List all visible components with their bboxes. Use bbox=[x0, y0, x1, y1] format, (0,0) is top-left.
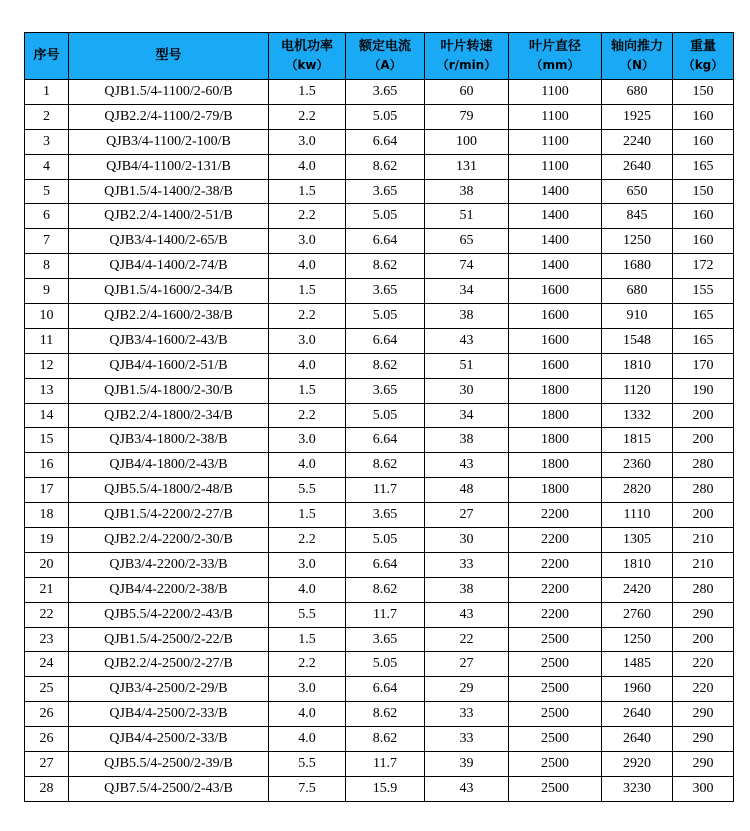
cell-col-index: 27 bbox=[25, 752, 69, 777]
cell-col-model: QJB3/4-2200/2-33/B bbox=[69, 552, 269, 577]
cell-col-power: 4.0 bbox=[269, 254, 346, 279]
header-label: 重量 bbox=[689, 39, 716, 54]
cell-col-index: 25 bbox=[25, 677, 69, 702]
header-unit: （kg） bbox=[682, 58, 724, 72]
cell-col-diameter: 1400 bbox=[509, 254, 602, 279]
table-row bbox=[25, 602, 734, 627]
cell-col-power: 4.0 bbox=[269, 453, 346, 478]
cell-col-power: 2.2 bbox=[269, 652, 346, 677]
table-row bbox=[25, 727, 734, 752]
cell-col-speed: 43 bbox=[425, 328, 509, 353]
cell-col-thrust: 650 bbox=[602, 179, 673, 204]
cell-col-speed: 65 bbox=[425, 229, 509, 254]
cell-col-model: QJB2.2/4-2500/2-27/B bbox=[69, 652, 269, 677]
cell-col-thrust: 1548 bbox=[602, 328, 673, 353]
cell-col-weight: 165 bbox=[673, 154, 734, 179]
cell-col-power: 2.2 bbox=[269, 104, 346, 129]
cell-col-diameter: 2200 bbox=[509, 577, 602, 602]
cell-col-diameter: 2500 bbox=[509, 677, 602, 702]
cell-col-diameter: 1600 bbox=[509, 279, 602, 304]
cell-col-speed: 43 bbox=[425, 776, 509, 801]
cell-col-power: 3.0 bbox=[269, 229, 346, 254]
cell-col-thrust: 1250 bbox=[602, 229, 673, 254]
cell-col-weight: 170 bbox=[673, 353, 734, 378]
cell-col-power: 2.2 bbox=[269, 528, 346, 553]
table-row bbox=[25, 577, 734, 602]
cell-col-speed: 33 bbox=[425, 702, 509, 727]
cell-col-model: QJB1.5/4-1400/2-38/B bbox=[69, 179, 269, 204]
pump-spec-table bbox=[24, 32, 734, 802]
cell-col-speed: 34 bbox=[425, 279, 509, 304]
cell-col-model: QJB4/4-1800/2-43/B bbox=[69, 453, 269, 478]
header-label: 叶片直径 bbox=[528, 39, 581, 54]
cell-col-weight: 160 bbox=[673, 104, 734, 129]
cell-col-power: 5.5 bbox=[269, 752, 346, 777]
cell-col-model: QJB4/4-1400/2-74/B bbox=[69, 254, 269, 279]
cell-col-power: 2.2 bbox=[269, 204, 346, 229]
cell-col-weight: 200 bbox=[673, 503, 734, 528]
cell-col-thrust: 1305 bbox=[602, 528, 673, 553]
cell-col-diameter: 2500 bbox=[509, 702, 602, 727]
cell-col-power: 4.0 bbox=[269, 154, 346, 179]
table-row bbox=[25, 80, 734, 105]
cell-col-current: 5.05 bbox=[346, 403, 425, 428]
cell-col-model: QJB5.5/4-2500/2-39/B bbox=[69, 752, 269, 777]
cell-col-power: 1.5 bbox=[269, 80, 346, 105]
cell-col-current: 6.64 bbox=[346, 677, 425, 702]
cell-col-model: QJB2.2/4-1600/2-38/B bbox=[69, 304, 269, 329]
table-row bbox=[25, 104, 734, 129]
cell-col-weight: 290 bbox=[673, 727, 734, 752]
cell-col-current: 5.05 bbox=[346, 528, 425, 553]
cell-col-weight: 300 bbox=[673, 776, 734, 801]
cell-col-diameter: 1800 bbox=[509, 403, 602, 428]
cell-col-model: QJB2.2/4-1800/2-34/B bbox=[69, 403, 269, 428]
cell-col-weight: 155 bbox=[673, 279, 734, 304]
cell-col-thrust: 1680 bbox=[602, 254, 673, 279]
cell-col-index: 3 bbox=[25, 129, 69, 154]
cell-col-model: QJB4/4-2200/2-38/B bbox=[69, 577, 269, 602]
header-col-current bbox=[346, 33, 425, 80]
spec-table-container bbox=[24, 32, 734, 802]
cell-col-power: 1.5 bbox=[269, 179, 346, 204]
cell-col-weight: 150 bbox=[673, 179, 734, 204]
cell-col-weight: 165 bbox=[673, 304, 734, 329]
cell-col-index: 4 bbox=[25, 154, 69, 179]
cell-col-speed: 29 bbox=[425, 677, 509, 702]
cell-col-model: QJB3/4-1800/2-38/B bbox=[69, 428, 269, 453]
cell-col-thrust: 1332 bbox=[602, 403, 673, 428]
header-col-model bbox=[69, 33, 269, 80]
cell-col-current: 6.64 bbox=[346, 229, 425, 254]
table-row bbox=[25, 328, 734, 353]
cell-col-power: 2.2 bbox=[269, 304, 346, 329]
cell-col-model: QJB1.5/4-2200/2-27/B bbox=[69, 503, 269, 528]
cell-col-model: QJB5.5/4-1800/2-48/B bbox=[69, 478, 269, 503]
cell-col-model: QJB4/4-1100/2-131/B bbox=[69, 154, 269, 179]
cell-col-current: 3.65 bbox=[346, 378, 425, 403]
cell-col-weight: 160 bbox=[673, 129, 734, 154]
cell-col-diameter: 1400 bbox=[509, 179, 602, 204]
cell-col-index: 20 bbox=[25, 552, 69, 577]
cell-col-thrust: 1485 bbox=[602, 652, 673, 677]
cell-col-power: 4.0 bbox=[269, 727, 346, 752]
cell-col-index: 11 bbox=[25, 328, 69, 353]
cell-col-power: 3.0 bbox=[269, 129, 346, 154]
table-row bbox=[25, 453, 734, 478]
cell-col-model: QJB7.5/4-2500/2-43/B bbox=[69, 776, 269, 801]
cell-col-power: 3.0 bbox=[269, 552, 346, 577]
cell-col-thrust: 2640 bbox=[602, 154, 673, 179]
cell-col-model: QJB4/4-2500/2-33/B bbox=[69, 727, 269, 752]
cell-col-current: 8.62 bbox=[346, 702, 425, 727]
cell-col-weight: 165 bbox=[673, 328, 734, 353]
cell-col-index: 14 bbox=[25, 403, 69, 428]
table-row bbox=[25, 129, 734, 154]
cell-col-index: 23 bbox=[25, 627, 69, 652]
cell-col-thrust: 1960 bbox=[602, 677, 673, 702]
header-label: 电机功率 bbox=[280, 39, 333, 54]
header-unit: （N） bbox=[619, 58, 655, 72]
cell-col-model: QJB3/4-2500/2-29/B bbox=[69, 677, 269, 702]
cell-col-diameter: 2500 bbox=[509, 627, 602, 652]
cell-col-speed: 51 bbox=[425, 353, 509, 378]
cell-col-thrust: 2240 bbox=[602, 129, 673, 154]
cell-col-current: 8.62 bbox=[346, 577, 425, 602]
cell-col-index: 13 bbox=[25, 378, 69, 403]
table-row bbox=[25, 378, 734, 403]
cell-col-speed: 38 bbox=[425, 577, 509, 602]
cell-col-power: 7.5 bbox=[269, 776, 346, 801]
table-row bbox=[25, 478, 734, 503]
cell-col-thrust: 1120 bbox=[602, 378, 673, 403]
cell-col-diameter: 1100 bbox=[509, 154, 602, 179]
cell-col-thrust: 1925 bbox=[602, 104, 673, 129]
header-unit: （kw） bbox=[285, 58, 329, 72]
cell-col-thrust: 2760 bbox=[602, 602, 673, 627]
cell-col-thrust: 910 bbox=[602, 304, 673, 329]
cell-col-model: QJB2.2/4-1100/2-79/B bbox=[69, 104, 269, 129]
table-row bbox=[25, 403, 734, 428]
cell-col-thrust: 1250 bbox=[602, 627, 673, 652]
cell-col-speed: 60 bbox=[425, 80, 509, 105]
cell-col-diameter: 1100 bbox=[509, 104, 602, 129]
cell-col-index: 8 bbox=[25, 254, 69, 279]
cell-col-speed: 51 bbox=[425, 204, 509, 229]
cell-col-current: 5.05 bbox=[346, 204, 425, 229]
cell-col-index: 15 bbox=[25, 428, 69, 453]
cell-col-index: 21 bbox=[25, 577, 69, 602]
cell-col-model: QJB1.5/4-1600/2-34/B bbox=[69, 279, 269, 304]
cell-col-model: QJB3/4-1400/2-65/B bbox=[69, 229, 269, 254]
cell-col-thrust: 2420 bbox=[602, 577, 673, 602]
header-unit: （r/min） bbox=[436, 58, 497, 72]
cell-col-current: 8.62 bbox=[346, 727, 425, 752]
cell-col-weight: 280 bbox=[673, 453, 734, 478]
header-row bbox=[25, 33, 734, 80]
cell-col-weight: 290 bbox=[673, 752, 734, 777]
cell-col-current: 15.9 bbox=[346, 776, 425, 801]
cell-col-thrust: 1815 bbox=[602, 428, 673, 453]
cell-col-model: QJB3/4-1600/2-43/B bbox=[69, 328, 269, 353]
cell-col-current: 8.62 bbox=[346, 453, 425, 478]
cell-col-power: 2.2 bbox=[269, 403, 346, 428]
table-row bbox=[25, 304, 734, 329]
cell-col-thrust: 1110 bbox=[602, 503, 673, 528]
cell-col-diameter: 1800 bbox=[509, 428, 602, 453]
cell-col-thrust: 680 bbox=[602, 80, 673, 105]
cell-col-speed: 33 bbox=[425, 727, 509, 752]
cell-col-model: QJB1.5/4-1100/2-60/B bbox=[69, 80, 269, 105]
cell-col-index: 7 bbox=[25, 229, 69, 254]
cell-col-index: 22 bbox=[25, 602, 69, 627]
cell-col-power: 5.5 bbox=[269, 478, 346, 503]
cell-col-model: QJB4/4-1600/2-51/B bbox=[69, 353, 269, 378]
cell-col-current: 8.62 bbox=[346, 254, 425, 279]
cell-col-speed: 43 bbox=[425, 602, 509, 627]
cell-col-thrust: 1810 bbox=[602, 353, 673, 378]
cell-col-speed: 22 bbox=[425, 627, 509, 652]
cell-col-speed: 131 bbox=[425, 154, 509, 179]
cell-col-weight: 150 bbox=[673, 80, 734, 105]
cell-col-diameter: 2200 bbox=[509, 552, 602, 577]
cell-col-weight: 160 bbox=[673, 204, 734, 229]
cell-col-speed: 33 bbox=[425, 552, 509, 577]
cell-col-speed: 30 bbox=[425, 528, 509, 553]
cell-col-thrust: 2640 bbox=[602, 727, 673, 752]
cell-col-index: 17 bbox=[25, 478, 69, 503]
cell-col-power: 5.5 bbox=[269, 602, 346, 627]
cell-col-weight: 220 bbox=[673, 652, 734, 677]
cell-col-speed: 48 bbox=[425, 478, 509, 503]
table-row bbox=[25, 528, 734, 553]
cell-col-current: 11.7 bbox=[346, 478, 425, 503]
cell-col-current: 11.7 bbox=[346, 602, 425, 627]
cell-col-current: 6.64 bbox=[346, 328, 425, 353]
cell-col-current: 3.65 bbox=[346, 279, 425, 304]
table-row bbox=[25, 179, 734, 204]
cell-col-current: 11.7 bbox=[346, 752, 425, 777]
cell-col-weight: 280 bbox=[673, 478, 734, 503]
cell-col-thrust: 2640 bbox=[602, 702, 673, 727]
header-col-thrust bbox=[602, 33, 673, 80]
cell-col-index: 26 bbox=[25, 702, 69, 727]
header-col-diameter bbox=[509, 33, 602, 80]
cell-col-weight: 200 bbox=[673, 428, 734, 453]
table-row bbox=[25, 552, 734, 577]
table-row bbox=[25, 752, 734, 777]
cell-col-index: 2 bbox=[25, 104, 69, 129]
table-row bbox=[25, 254, 734, 279]
cell-col-diameter: 1800 bbox=[509, 453, 602, 478]
cell-col-weight: 160 bbox=[673, 229, 734, 254]
cell-col-diameter: 1800 bbox=[509, 378, 602, 403]
table-row bbox=[25, 154, 734, 179]
cell-col-diameter: 1100 bbox=[509, 80, 602, 105]
cell-col-diameter: 1800 bbox=[509, 478, 602, 503]
cell-col-weight: 290 bbox=[673, 602, 734, 627]
cell-col-weight: 210 bbox=[673, 552, 734, 577]
cell-col-power: 1.5 bbox=[269, 279, 346, 304]
cell-col-model: QJB1.5/4-2500/2-22/B bbox=[69, 627, 269, 652]
cell-col-diameter: 1600 bbox=[509, 328, 602, 353]
cell-col-current: 6.64 bbox=[346, 428, 425, 453]
cell-col-index: 6 bbox=[25, 204, 69, 229]
cell-col-power: 1.5 bbox=[269, 627, 346, 652]
cell-col-diameter: 2500 bbox=[509, 727, 602, 752]
cell-col-thrust: 1810 bbox=[602, 552, 673, 577]
cell-col-speed: 34 bbox=[425, 403, 509, 428]
table-row bbox=[25, 279, 734, 304]
table-row bbox=[25, 677, 734, 702]
header-col-index bbox=[25, 33, 69, 80]
cell-col-model: QJB4/4-2500/2-33/B bbox=[69, 702, 269, 727]
cell-col-speed: 39 bbox=[425, 752, 509, 777]
cell-col-weight: 200 bbox=[673, 403, 734, 428]
cell-col-power: 3.0 bbox=[269, 328, 346, 353]
cell-col-weight: 210 bbox=[673, 528, 734, 553]
cell-col-weight: 280 bbox=[673, 577, 734, 602]
header-label: 型号 bbox=[155, 48, 182, 63]
cell-col-power: 1.5 bbox=[269, 503, 346, 528]
cell-col-thrust: 2360 bbox=[602, 453, 673, 478]
cell-col-diameter: 2500 bbox=[509, 776, 602, 801]
cell-col-diameter: 2200 bbox=[509, 528, 602, 553]
cell-col-diameter: 1400 bbox=[509, 204, 602, 229]
header-unit: （A） bbox=[368, 58, 402, 72]
header-label: 序号 bbox=[33, 48, 60, 63]
header-label: 轴向推力 bbox=[610, 39, 663, 54]
cell-col-model: QJB2.2/4-2200/2-30/B bbox=[69, 528, 269, 553]
cell-col-power: 4.0 bbox=[269, 577, 346, 602]
header-col-power bbox=[269, 33, 346, 80]
cell-col-model: QJB3/4-1100/2-100/B bbox=[69, 129, 269, 154]
cell-col-index: 5 bbox=[25, 179, 69, 204]
cell-col-thrust: 3230 bbox=[602, 776, 673, 801]
cell-col-speed: 27 bbox=[425, 652, 509, 677]
table-row bbox=[25, 702, 734, 727]
cell-col-power: 4.0 bbox=[269, 702, 346, 727]
cell-col-current: 3.65 bbox=[346, 627, 425, 652]
cell-col-thrust: 2920 bbox=[602, 752, 673, 777]
cell-col-index: 26 bbox=[25, 727, 69, 752]
cell-col-current: 8.62 bbox=[346, 353, 425, 378]
cell-col-diameter: 2500 bbox=[509, 652, 602, 677]
cell-col-speed: 38 bbox=[425, 428, 509, 453]
table-row bbox=[25, 652, 734, 677]
cell-col-thrust: 680 bbox=[602, 279, 673, 304]
cell-col-index: 28 bbox=[25, 776, 69, 801]
cell-col-index: 1 bbox=[25, 80, 69, 105]
cell-col-index: 16 bbox=[25, 453, 69, 478]
cell-col-index: 9 bbox=[25, 279, 69, 304]
cell-col-speed: 74 bbox=[425, 254, 509, 279]
cell-col-current: 3.65 bbox=[346, 503, 425, 528]
cell-col-diameter: 1600 bbox=[509, 353, 602, 378]
cell-col-diameter: 2200 bbox=[509, 602, 602, 627]
cell-col-diameter: 1400 bbox=[509, 229, 602, 254]
cell-col-index: 19 bbox=[25, 528, 69, 553]
header-col-speed bbox=[425, 33, 509, 80]
cell-col-speed: 38 bbox=[425, 179, 509, 204]
cell-col-weight: 190 bbox=[673, 378, 734, 403]
cell-col-thrust: 2820 bbox=[602, 478, 673, 503]
table-body bbox=[25, 80, 734, 802]
table-row bbox=[25, 204, 734, 229]
cell-col-model: QJB1.5/4-1800/2-30/B bbox=[69, 378, 269, 403]
cell-col-diameter: 2500 bbox=[509, 752, 602, 777]
cell-col-weight: 200 bbox=[673, 627, 734, 652]
cell-col-diameter: 1600 bbox=[509, 304, 602, 329]
cell-col-diameter: 1100 bbox=[509, 129, 602, 154]
cell-col-current: 3.65 bbox=[346, 179, 425, 204]
table-row bbox=[25, 503, 734, 528]
cell-col-speed: 27 bbox=[425, 503, 509, 528]
cell-col-speed: 100 bbox=[425, 129, 509, 154]
header-unit: （mm） bbox=[530, 58, 580, 72]
cell-col-speed: 43 bbox=[425, 453, 509, 478]
cell-col-power: 1.5 bbox=[269, 378, 346, 403]
cell-col-current: 8.62 bbox=[346, 154, 425, 179]
table-row bbox=[25, 353, 734, 378]
cell-col-power: 4.0 bbox=[269, 353, 346, 378]
cell-col-power: 3.0 bbox=[269, 428, 346, 453]
cell-col-index: 24 bbox=[25, 652, 69, 677]
cell-col-weight: 220 bbox=[673, 677, 734, 702]
cell-col-current: 5.05 bbox=[346, 304, 425, 329]
cell-col-thrust: 845 bbox=[602, 204, 673, 229]
cell-col-current: 5.05 bbox=[346, 652, 425, 677]
table-row bbox=[25, 428, 734, 453]
cell-col-index: 18 bbox=[25, 503, 69, 528]
cell-col-weight: 172 bbox=[673, 254, 734, 279]
cell-col-current: 6.64 bbox=[346, 129, 425, 154]
cell-col-index: 10 bbox=[25, 304, 69, 329]
cell-col-power: 3.0 bbox=[269, 677, 346, 702]
cell-col-weight: 290 bbox=[673, 702, 734, 727]
cell-col-speed: 30 bbox=[425, 378, 509, 403]
table-row bbox=[25, 776, 734, 801]
cell-col-model: QJB5.5/4-2200/2-43/B bbox=[69, 602, 269, 627]
cell-col-model: QJB2.2/4-1400/2-51/B bbox=[69, 204, 269, 229]
cell-col-speed: 79 bbox=[425, 104, 509, 129]
cell-col-current: 5.05 bbox=[346, 104, 425, 129]
header-col-weight bbox=[673, 33, 734, 80]
cell-col-index: 12 bbox=[25, 353, 69, 378]
header-label: 额定电流 bbox=[358, 39, 411, 54]
cell-col-current: 6.64 bbox=[346, 552, 425, 577]
cell-col-diameter: 2200 bbox=[509, 503, 602, 528]
header-label: 叶片转速 bbox=[440, 39, 493, 54]
table-row bbox=[25, 229, 734, 254]
table-header bbox=[25, 33, 734, 80]
table-row bbox=[25, 627, 734, 652]
cell-col-speed: 38 bbox=[425, 304, 509, 329]
cell-col-current: 3.65 bbox=[346, 80, 425, 105]
